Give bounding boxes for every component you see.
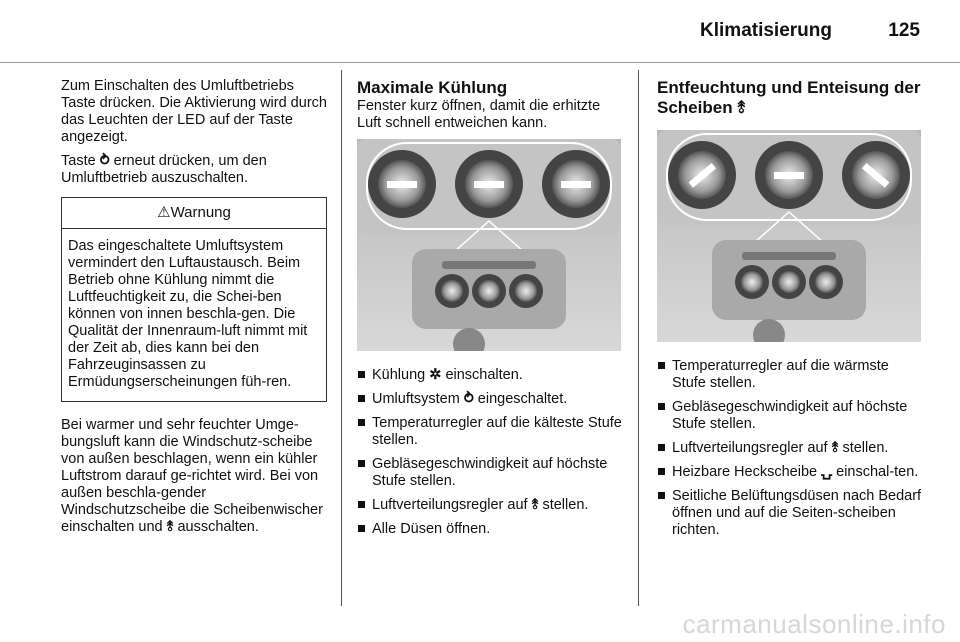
bullet-list [357, 367, 625, 538]
list-item: Temperaturregler auf die kälteste Stufe stellen. [357, 415, 625, 449]
header-rule [0, 62, 960, 63]
column-1 [61, 78, 327, 543]
warning-icon: ⚠ [157, 204, 171, 221]
paragraph [61, 153, 327, 187]
list-item: Alle Düsen öffnen. [357, 521, 625, 538]
list-item: Umluftsystem ⥁ eingeschaltet. [357, 391, 625, 408]
warning-title: Warnung [170, 204, 231, 221]
page-title: Klimatisierung [700, 20, 832, 41]
section-heading: Maximale Kühlung [357, 78, 508, 97]
list-item: Heizbare Heckscheibe ⍽ einschal-ten. [657, 464, 925, 481]
list-item: Luftverteilungsregler auf ⥉ stellen. [657, 440, 925, 457]
page-number: 125 [888, 20, 920, 41]
list-item: Gebläsegeschwindigkeit auf höchste Stufe stellen. [357, 456, 625, 490]
windscreen-defrost-icon: ⥉ [737, 98, 746, 117]
paragraph-text: Taste [61, 153, 96, 169]
recirculation-icon: ⥁ [99, 153, 110, 169]
windscreen-defrost-icon: ⥉ [166, 519, 174, 535]
paragraph [61, 417, 327, 536]
column-divider [638, 70, 639, 606]
list-item: Seitliche Belüftungsdüsen nach Bedarf öffnen und auf die Seiten-scheiben richten. [657, 488, 925, 539]
warning-header [62, 198, 326, 229]
cooling-icon: ✲ [429, 367, 442, 383]
section-subtext: Fenster kurz öffnen, damit die erhitzte Luft schnell entweichen kann. [357, 98, 601, 131]
warning-box [61, 197, 327, 402]
watermark: carmanualsonline.info [682, 609, 946, 639]
list-item: Luftverteilungsregler auf ⥉ stellen. [357, 497, 625, 514]
climate-control-photo [357, 139, 621, 351]
windscreen-defrost-icon: ⥉ [831, 440, 839, 456]
rear-window-heating-icon: ⍽ [821, 464, 833, 480]
paragraph-text: ausschalten. [177, 519, 259, 535]
recirculation-icon: ⥁ [463, 391, 474, 407]
paragraph-text: erneut drücken, um den Umluftbetrieb auszuschalten. [61, 153, 267, 186]
warning-text: Das eingeschaltete Umluftsystem vermindert den Luftaustausch. Beim Betrieb ohne Kühlung nimmt die Luftfeuchtigkeit zu, die Schei-ben können von innen beschla-gen. Die Qualität der Innenraum-luft nimmt mit der Zeit ab, dies kann bei den Fahrzeuginsassen zu Ermüdungserscheinungen füh-ren. [68, 238, 308, 390]
climate-control-photo [657, 130, 921, 342]
section-heading: Entfeuchtung und Enteisung der Scheiben ⥉ [657, 78, 921, 117]
column-divider [341, 70, 342, 606]
list-item: Kühlung ✲ einschalten. [357, 367, 625, 384]
list-item: Gebläsegeschwindigkeit auf höchste Stufe stellen. [657, 399, 925, 433]
column-3 [657, 78, 925, 546]
air-distribution-icon: ⥉ [531, 497, 539, 513]
column-2 [357, 78, 625, 545]
bullet-list [657, 358, 925, 539]
list-item: Temperaturregler auf die wärmste Stufe stellen. [657, 358, 925, 392]
paragraph: Zum Einschalten des Umluftbetriebs Taste drücken. Die Aktivierung wird durch das Leuchten der LED auf der Taste angezeigt. [61, 78, 327, 145]
paragraph-text: Bei warmer und sehr feuchter Umge-bungsluft kann die Windschutz-scheibe von außen beschlagen, wenn ein kühler Luftstrom darauf ge-richtet wird. Bei von außen beschla-gender Windschutzscheibe die Scheibenwischer einschalten und [61, 417, 323, 535]
